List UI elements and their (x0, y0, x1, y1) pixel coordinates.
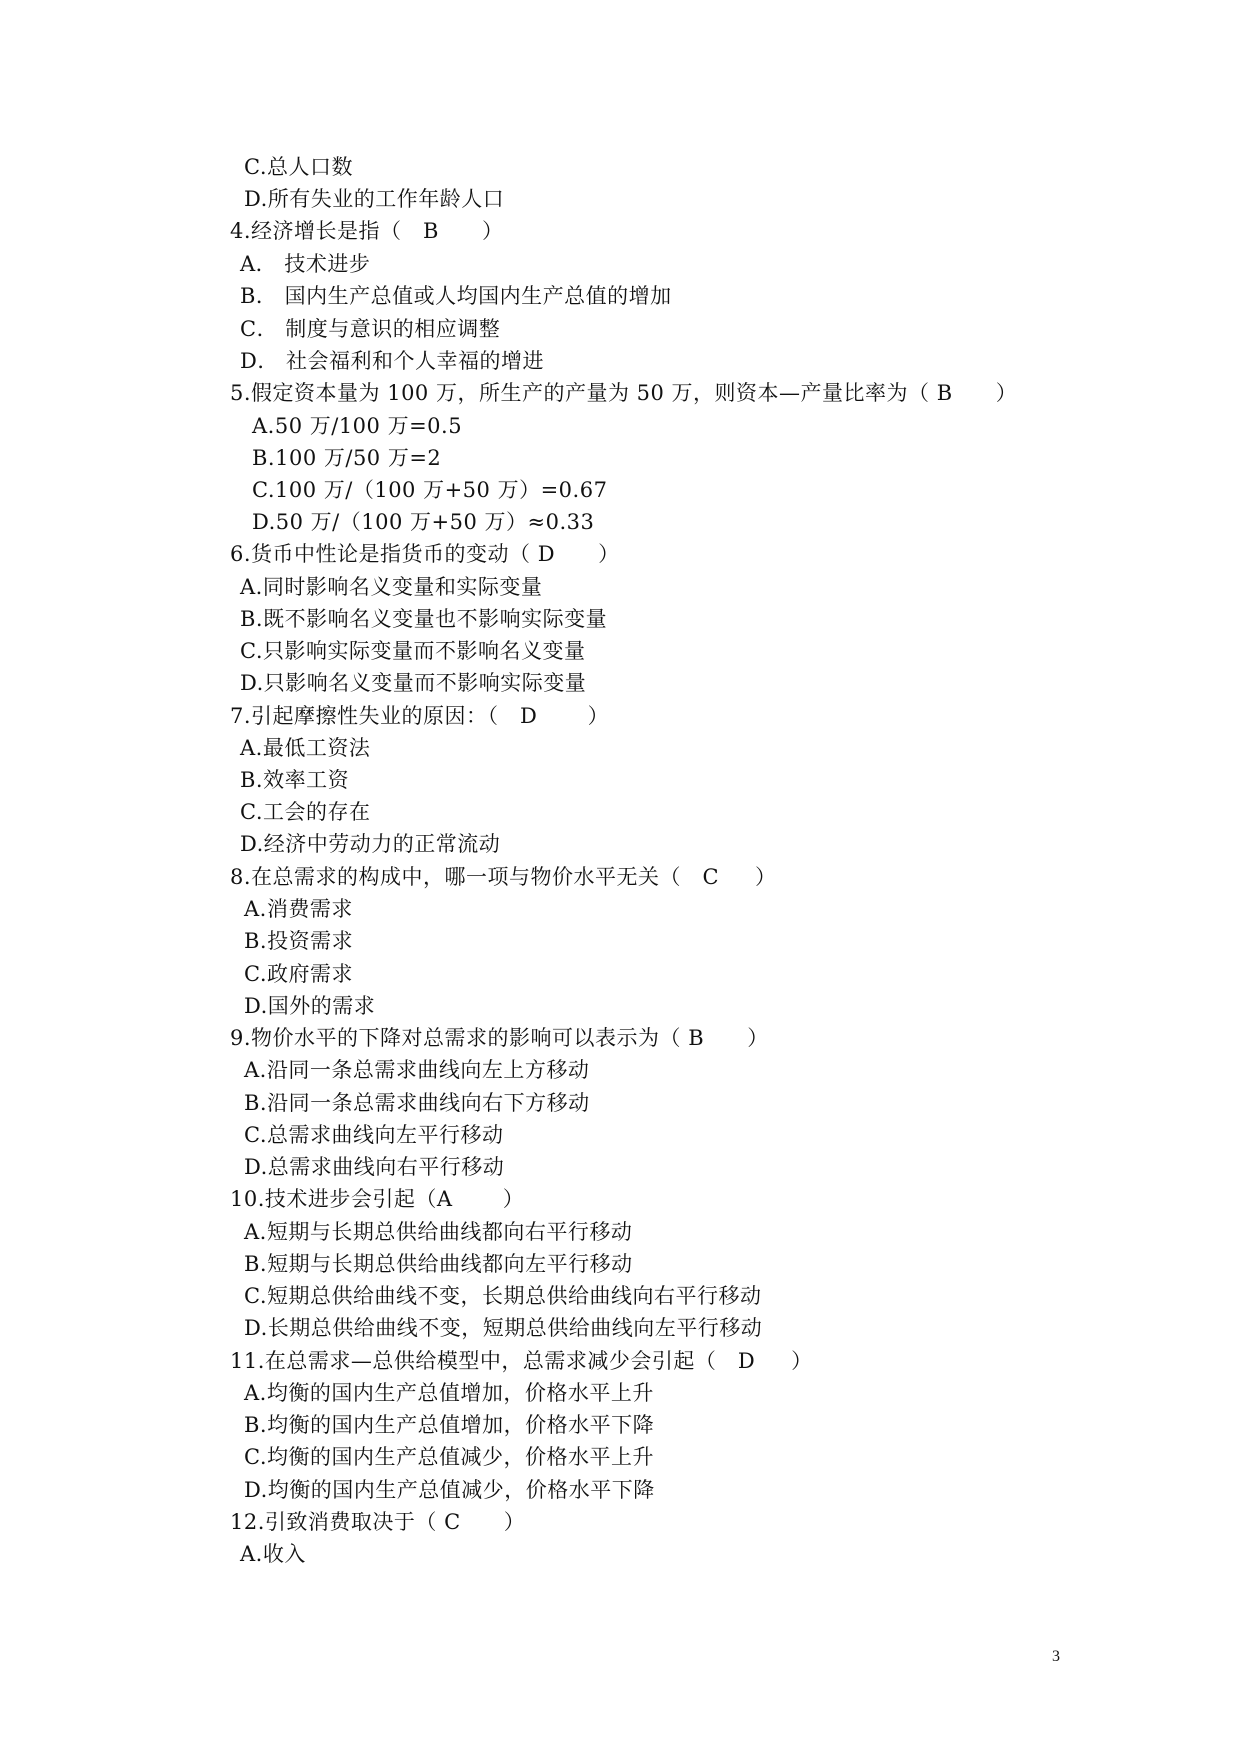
option-8c: C.政府需求 (244, 962, 353, 986)
question-11: 11.在总需求—总供给模型中，总需求减少会引起（ D ） (230, 1349, 813, 1373)
option-11c: C.均衡的国内生产总值减少，价格水平上升 (244, 1445, 654, 1469)
option-4c: C． 制度与意识的相应调整 (240, 317, 501, 341)
question-10: 10.技术进步会引起（A ） (230, 1187, 525, 1211)
option-10d: D.长期总供给曲线不变，短期总供给曲线向左平行移动 (244, 1316, 763, 1340)
question-7: 7.引起摩擦性失业的原因：（ D ） (230, 704, 610, 728)
question-4: 4.经济增长是指（ B ） (230, 219, 504, 243)
option-6b: B.既不影响名义变量也不影响实际变量 (240, 607, 608, 631)
option-7b: B.效率工资 (240, 768, 350, 792)
option-4a: A． 技术进步 (240, 252, 371, 276)
option-6a: A.同时影响名义变量和实际变量 (240, 575, 543, 599)
question-5: 5.假定资本量为 100 万，所生产的产量为 50 万，则资本—产量比率为（ B ） (230, 381, 1018, 405)
option-12a: A.收入 (240, 1542, 306, 1566)
option-4b: B． 国内生产总值或人均国内生产总值的增加 (240, 284, 672, 308)
question-12: 12.引致消费取决于（ C ） (230, 1510, 526, 1534)
option-9b: B.沿同一条总需求曲线向右下方移动 (244, 1091, 590, 1115)
option-10c: C.短期总供给曲线不变，长期总供给曲线向右平行移动 (244, 1284, 762, 1308)
option-7a: A.最低工资法 (240, 736, 371, 760)
option-9c: C.总需求曲线向左平行移动 (244, 1123, 504, 1147)
option-5a: A.50 万/100 万=0.5 (252, 414, 463, 438)
option-6d: D.只影响名义变量而不影响实际变量 (240, 671, 587, 695)
option-8b: B.投资需求 (244, 929, 354, 953)
option-10a: A.短期与长期总供给曲线都向右平行移动 (244, 1220, 633, 1244)
option-9d: D.总需求曲线向右平行移动 (244, 1155, 505, 1179)
page-number: 3 (1052, 1648, 1060, 1665)
option-11a: A.均衡的国内生产总值增加，价格水平上升 (244, 1381, 654, 1405)
option-10b: B.短期与长期总供给曲线都向左平行移动 (244, 1252, 633, 1276)
question-9: 9.物价水平的下降对总需求的影响可以表示为（ B ） (230, 1026, 769, 1050)
option-11b: B.均衡的国内生产总值增加，价格水平下降 (244, 1413, 655, 1437)
option-4d: D． 社会福利和个人幸福的增进 (240, 349, 545, 373)
option-5d: D.50 万/（100 万+50 万）≈0.33 (252, 510, 595, 534)
option-8a: A.消费需求 (244, 897, 353, 921)
option-7c: C.工会的存在 (240, 800, 371, 824)
option-6c: C.只影响实际变量而不影响名义变量 (240, 639, 586, 663)
option-3d: D.所有失业的工作年龄人口 (244, 187, 505, 211)
question-8: 8.在总需求的构成中，哪一项与物价水平无关（ C ） (230, 865, 777, 889)
option-7d: D.经济中劳动力的正常流动 (240, 832, 501, 856)
question-6: 6.货币中性论是指货币的变动（ D ） (230, 542, 620, 566)
option-9a: A.沿同一条总需求曲线向左上方移动 (244, 1058, 590, 1082)
option-11d: D.均衡的国内生产总值减少，价格水平下降 (244, 1478, 655, 1502)
option-3c: C.总人口数 (244, 155, 353, 179)
option-8d: D.国外的需求 (244, 994, 376, 1018)
option-5b: B.100 万/50 万=2 (252, 446, 442, 470)
option-5c: C.100 万/（100 万+50 万）=0.67 (252, 478, 608, 502)
